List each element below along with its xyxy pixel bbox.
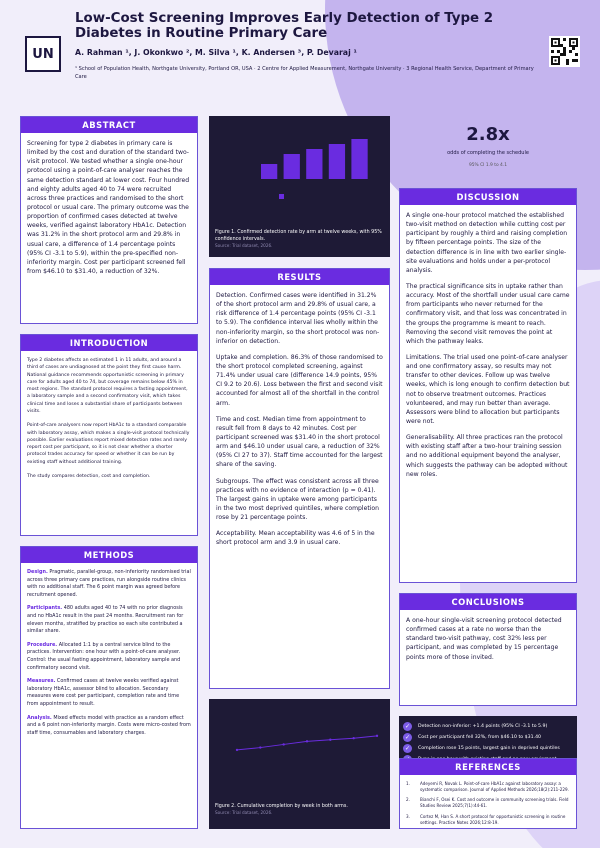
- stat-value: 2.8x: [466, 124, 510, 145]
- university-logo: UN: [25, 36, 61, 72]
- bar: [306, 149, 322, 179]
- check-icon: ✓: [404, 723, 411, 730]
- reference-item: 3. Cortez M, Han S. A short protocol for opportunistic screening in routine settings. Practice Notes 2026;12:8-19.: [406, 813, 566, 825]
- discussion-paragraph: Generalisability. All three practices ran the protocol with existing staff after a two-hour training session and no additional equipment beyond the analyser, which suggests the pathway can be adopted without new roles.: [406, 434, 568, 478]
- reference-item: 1. Adeyemi R, Novak L. Point-of-care HbA1c against laboratory assay: a systematic comparison. Journal of Applied Methods 2026;18(2):211-229.: [406, 781, 569, 793]
- conclusions-section: [399, 593, 577, 706]
- abstract-section: [20, 116, 198, 324]
- method-item: Analysis. Mixed effects model with practice as a random effect and a 6 point non-inferiority margin. Costs were micro-costed from staff time, consumables and laboratory charges.: [27, 714, 191, 736]
- methods-heading: METHODS: [21, 547, 197, 563]
- key-stat: [399, 118, 577, 182]
- discussion-paragraph: Limitations. The trial used one point-of-care analyser and one confirmatory assay, so results may not transfer to other devices. Follow up was twelve weeks, which is long enough to confirm detection but not to observe treatment outcomes. Practices volunteered, and may run better than average. Assessors were blind to allocation but participants were not.: [406, 353, 570, 425]
- figure-2-source: Source: Trial dataset, 2026.: [215, 810, 273, 816]
- stat-ci: 95% CI 1.9 to 4.1: [468, 163, 508, 168]
- bar: [351, 139, 367, 179]
- affiliations: ¹ School of Population Health, Northgate University, Portland OR, USA · 2 Centre for Applied Measurement, Northgate University · 3 Regional Health Service, Department of Primary Care: [75, 66, 534, 80]
- figure-1: [209, 116, 390, 257]
- figure-2: [209, 699, 390, 829]
- method-item: Design. Pragmatic, parallel-group, non-inferiority randomised trial across three primary care practices, run alongside routine clinics with no additional staff. The 6 point margin was agreed before recruitment opened.: [27, 569, 191, 598]
- bar: [261, 164, 277, 179]
- check-icon: ✓: [404, 734, 411, 741]
- results-paragraph: Uptake and completion. 86.3% of those randomised to the short protocol completed screening, against 71.4% under usual care (difference 14.9 points, 95% CI 9.2 to 20.6). Loss between the first and second visit accounted for almost all of the shortfall in the control arm.: [216, 353, 383, 407]
- key-point: ✓ Completion rose 15 points, largest gain in deprived quintiles: [404, 745, 560, 752]
- key-point: ✓ Detection non-inferior: +1.4 points (95% CI -3.1 to 5.9): [404, 723, 548, 730]
- line-chart: [209, 699, 390, 791]
- figure-1-source: Source: Trial dataset, 2026.: [215, 243, 273, 249]
- methods-section: [20, 546, 198, 829]
- key-point: ✓ Cost per participant fell 32%, from $46.10 to $31.40: [404, 734, 542, 741]
- intro-paragraph: Type 2 diabetes affects an estimated 1 in 11 adults, and around a third of cases are undiagnosed at the point they first cause harm. National guidance recommends opportunistic screening in primary care for adults aged 40 to 74, but coverage remains below 45% in most regions. The standard protocol requires a fasting appointment, a laboratory sample and a second confirmatory visit, which takes clinical time and loses a substantial share of participants between visits.: [27, 358, 188, 414]
- discussion-paragraph: The practical significance sits in uptake rather than accuracy. Most of the shortfall under usual care came from participants who never returned for the confirmatory visit, and that loss was concentrated in the groups the programme is meant to reach. Removing the second visit removes the point at which the pathway leaks.: [406, 282, 570, 345]
- intro-paragraph: Point-of-care analysers now report HbA1c to a standard comparable with laboratory assay, which makes a single-visit protocol technically possible. Earlier evaluations report mixed detection rates and rarely report cost per participant, so it is not clear whether a shorter protocol trades accuracy for speed or whether it can be run by existing staff without additional training.: [27, 423, 190, 465]
- method-item: Participants. 480 adults aged 40 to 74 with no prior diagnosis and no HbA1c result in the past 24 months. Recruitment ran for eleven months, stratified by practice so each site contributed a similar share.: [27, 605, 184, 635]
- figure-1-caption: Figure 1. Confirmed detection rate by arm at twelve weeks, with 95% confidence intervals.: [215, 230, 382, 243]
- discussion-section: [399, 188, 577, 583]
- check-icon: ✓: [404, 745, 411, 752]
- stat-label: odds of completing the schedule: [447, 150, 529, 156]
- references-heading: REFERENCES: [400, 759, 576, 775]
- bar: [329, 144, 345, 179]
- references-section: [399, 758, 577, 829]
- results-paragraph: Time and cost. Median time from appointment to result fell from 8 days to 42 minutes. Cost per participant screened was $31.40 in the short protocol arm and $46.10 under usual care, a reduction of 32% (95% CI 27 to 37). Staff time accounted for the largest share of the saving.: [216, 415, 383, 469]
- poster-title: Low-Cost Screening Improves Early Detection of Type 2 Diabetes in Routine Primary Care: [75, 11, 494, 42]
- discussion-paragraph: A single one-hour protocol matched the established two-visit method on detection while cutting cost per participant by roughly a third and raising completion by fifteen percentage points. The size of the detection difference is in line with two earlier single-site evaluations and holds under a per-protocol analysis.: [406, 212, 568, 274]
- results-paragraph: Detection. Confirmed cases were identified in 31.2% of the short protocol arm and 29.8% of usual care, a risk difference of 1.4 percentage points (95% CI -3.1 to 5.9). The confidence interval lies wholly within the non-inferiority margin, so the short protocol was non-inferior on detection.: [216, 292, 380, 345]
- data-point: [236, 749, 238, 751]
- data-point: [352, 737, 354, 739]
- reference-item: 2. Bianchi F, Osei K. Cost and outcome in community screening trials. Field Studies Review 2025;7(1):44-61.: [406, 797, 569, 809]
- bar: [284, 154, 300, 179]
- method-item: Measures. Confirmed cases at twelve weeks verified against laboratory HbA1c, assessor blind to allocation. Secondary measures were cost per participant, completion rate and time from appointment to result.: [27, 678, 180, 707]
- discussion-heading: DISCUSSION: [400, 189, 576, 205]
- results-section: [209, 268, 390, 689]
- conclusions-text: A one-hour single-visit screening protocol detected confirmed cases at a rate no worse than the standard two-visit pathway, cost 32% less per participant, and was completed by 15 percentage points more of those invited.: [406, 617, 562, 661]
- data-point: [282, 743, 284, 745]
- abstract-text: Screening for type 2 diabetes in primary care is limited by the cost and duration of the standard two-visit protocol. We tested whether a single one-hour protocol using a point-of-care analyser reaches the same detection standard at lower cost. Four hundred and eighty adults aged 40 to 74 were recruited across three practices and randomised to the short protocol or usual care. The primary outcome was the proportion of confirmed cases detected at twelve weeks, verified against laboratory HbA1c. Detection was 31.2% in the short protocol arm and 29.8% in usual care, a difference of 1.4 percentage points (95% CI -3.1 to 5.9), within the pre-specified non-inferiority margin. Cost per participant screened fell from $46.10 to $31.40, a reduction of 32%.: [27, 140, 190, 275]
- bar-chart: [209, 116, 390, 226]
- data-point: [376, 735, 378, 737]
- intro-paragraph: The study compares detection, cost and completion.: [27, 473, 151, 479]
- qr-code-icon[interactable]: [549, 36, 580, 67]
- data-point: [329, 739, 331, 741]
- authors: A. Rahman ¹, J. Okonkwo ², M. Silva ¹, K. Andersen ³, P. Devaraj ¹: [75, 48, 357, 57]
- conclusions-heading: CONCLUSIONS: [400, 594, 576, 610]
- data-point: [306, 740, 308, 742]
- results-paragraph: Acceptability. Mean acceptability was 4.6 of 5 in the short protocol arm and 3.9 in usual care.: [216, 530, 375, 547]
- figure-2-caption: Figure 2. Cumulative completion by week in both arms.: [215, 804, 348, 809]
- results-heading: RESULTS: [210, 269, 389, 285]
- introduction-section: [20, 334, 198, 536]
- introduction-heading: INTRODUCTION: [21, 335, 197, 351]
- poster-header: [0, 0, 600, 110]
- series-line: [237, 736, 377, 750]
- data-point: [259, 746, 261, 748]
- abstract-heading: ABSTRACT: [21, 117, 197, 133]
- results-paragraph: Subgroups. The effect was consistent across all three practices with no evidence of interaction (p = 0.41). The largest gains in uptake were among participants in the two most deprived quintiles, where completion rose by 21 percentage points.: [216, 477, 379, 522]
- method-item: Procedure. Allocated 1:1 by a central service blind to the practices. Intervention: one hour with a point-of-care analyser. Control: the usual fasting appointment, laboratory sample and confirmatory second visit.: [27, 641, 181, 671]
- legend-swatch: [279, 194, 284, 199]
